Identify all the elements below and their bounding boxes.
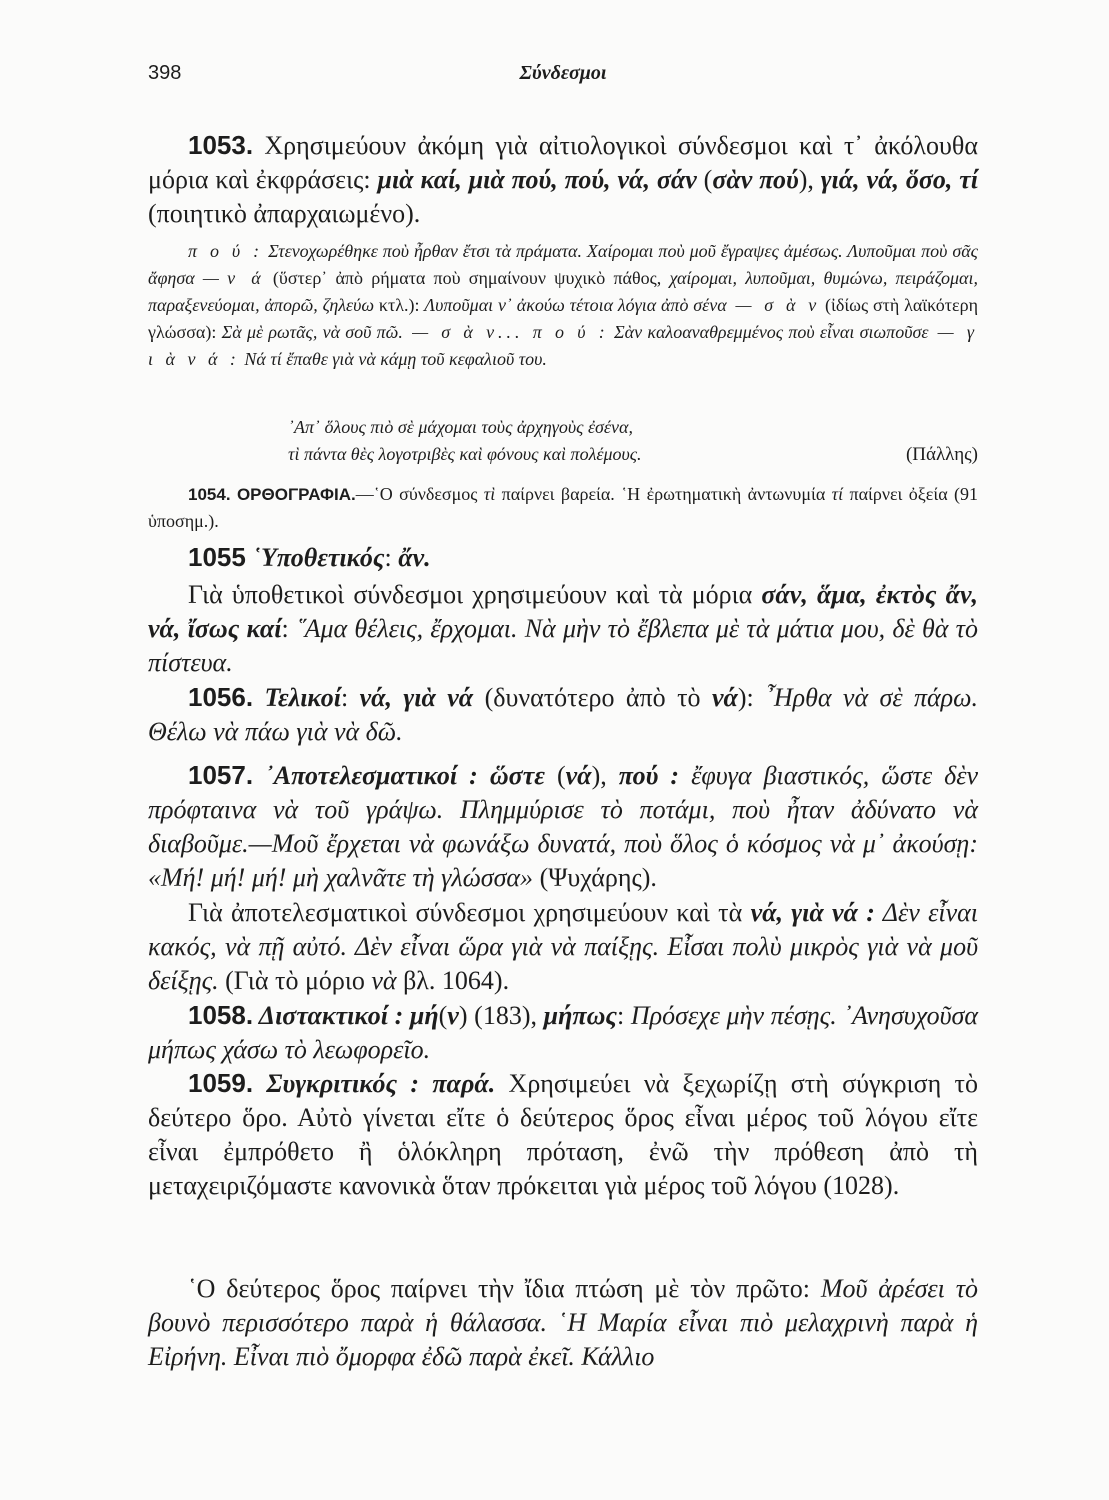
section-number: 1059. [188,1068,254,1098]
section-1053: 1053. Χρησιμεύουν ἀκόμη γιὰ αἰτιολογικοὶ σύνδεσμοι καὶ τ᾿ ἀκόλουθα μόρια καὶ ἐκφράσεις: μιὰ καί, μιὰ πού, πού, νά, σάν (σὰν πού), γιά, νά, ὅσο, τί (ποιητικὸ ἀπαρχαιωμένο). [148,130,978,228]
section-number: 1055 [188,542,246,572]
chapter-title: Σύνδεσμοι [519,62,607,84]
running-header [148,62,978,92]
section-1059: 1059. Συγκριτικός : παρά. Χρησιμεύει νὰ ξεχωρίζῃ στὴ σύγκριση τὸ δεύτερο ὅρο. Αὐτὸ γίνεται εἴτε ὁ δεύτερος ὅρος εἶναι μέρος τοῦ λόγου εἴτε εἶναι ἐμπρόθετο ἢ ὁλόκληρη πρόταση, ἐνῶ τὴν πρόθεση ἀπὸ τὴ μεταχειριζόμαστε κανονικὰ ὅταν πρόκειται γιὰ μέρος τοῦ λόγου (1028). [148,1068,978,1200]
section-1057: 1057. ᾿Αποτελεσματικοί : ὥστε (νά), πού : ἔφυγα βιαστικός, ὥστε δὲν πρόφταινα νὰ τοῦ γράψω. Πλημμύρισε τὸ ποτάμι, ποὺ ἦταν ἀδύνατο νὰ διαβοῦμε.—Μοῦ ἔρχεται νὰ φωνάξω δυνατά, ποὺ ὅλος ὁ κόσμος νὰ μ᾿ ἀκούσῃ: «Μή! μή! μή! μὴ χαλνᾶτε τὴ γλώσσα» (Ψυχάρης). [148,760,978,892]
section-1059-continued: ῾Ο δεύτερος ὅρος παίρνει τὴν ἴδια πτώση μὲ τὸν πρῶτο: Μοῦ ἀρέσει τὸ βουνὸ περισσότερο παρὰ ἡ θάλασσα. ῾Η Μαρία εἶναι πιὸ μελαχρινὴ παρὰ ἡ Εἰρήνη. Εἶναι πιὸ ὄμορφα ἐδῶ παρὰ ἐκεῖ. Κάλλιο [148,1274,978,1371]
section-number: 1053. [188,130,254,160]
page-number: 398 [148,62,182,84]
examples-1053: π ο ύ : Στενοχωρέθηκε ποὺ ἦρθαν ἔτσι τὰ πράματα. Χαίρομαι ποὺ μοῦ ἔγραψες ἀμέσως. Λυποῦμαι ποὺ σᾶς ἄφησα — ν ά (ὕστερ᾿ ἀπὸ ρήματα ποὺ σημαίνουν ψυχικὸ πάθος, χαίρομαι, λυποῦμαι, θυμώνω, πειράζομαι, παραξενεύομαι, ἀπορῶ, ζηλεύω κτλ.): Λυποῦμαι ν᾿ ἀκούω τέτοια λόγια ἀπὸ σένα — σ ὰ ν (ἰδίως στὴ λαϊκότερη γλώσσα): Σὰ μὲ ρωτᾶς, νὰ σοῦ πῶ. — σ ὰ ν... π ο ύ : Σὰν καλοαναθρεμμένος ποὺ εἶναι σιωποῦσε — γ ι ὰ ν ά : Νά τί ἔπαθε γιὰ νὰ κάμῃ τοῦ κεφαλιοῦ του. [148,241,979,369]
section-1055: Γιὰ ὑποθετικοὶ σύνδεσμοι χρησιμεύουν καὶ τὰ μόρια σάν, ἅμα, ἐκτὸς ἄν, νά, ἴσως καί: ῞Αμα θέλεις, ἔρχομαι. Νὰ μὴν τὸ ἔβλεπα μὲ τὰ μάτια μου, δὲ θὰ τὸ πίστευα. [148,580,978,677]
section-number: 1058. [188,1000,254,1030]
section-1056: 1056. Τελικοί: νά, γιὰ νά (δυνατότερο ἀπὸ τὸ νά): ῏Ηρθα νὰ σὲ πάρω. Θέλω νὰ πάω γιὰ νὰ δῶ. [148,682,979,746]
poem-quote [288,414,978,468]
section-1057-continued: Γιὰ ἀποτελεσματικοὶ σύνδεσμοι χρησιμεύουν καὶ τὰ νά, γιὰ νά : Δὲν εἶναι κακός, νὰ πῇ αὐτό. Δὲν εἶναι ὥρα γιὰ νὰ παίξῃς. Εἶσαι πολὺ μικρὸς γιὰ νὰ μοῦ δείξῃς. (Γιὰ τὸ μόριο νὰ βλ. 1064). [148,898,978,995]
poem-line: ᾿Απ᾿ ὅλους πιὸ σὲ μάχομαι τοὺς ἀρχηγοὺς ἐσένα, [288,417,633,437]
section-number: 1054. [188,485,231,504]
heading-1055: 1055 ῾Υποθετικός: ἄν. [188,542,431,572]
section-number: 1056. [188,682,254,712]
section-number: 1057. [188,760,254,790]
section-1054: 1054. ΟΡΘΟΓΡΑΦΙΑ.—῾Ο σύνδεσμος τὶ παίρνει βαρεία. ῾Η ἐρωτηματικὴ ἀντωνυμία τί παίρνει ὀξεία (91 ὑποσημ.). [148,484,979,531]
section-1058: 1058. Διστακτικοί : μή(ν) (183), μήπως: Πρόσεχε μὴν πέσῃς. ᾿Ανησυχοῦσα μήπως χάσω τὸ λεωφορεῖο. [148,1000,978,1064]
poem-source: (Πάλλης) [905,444,978,465]
poem-line: τὶ πάντα θὲς λογοτριβὲς καὶ φόνους καὶ πολέμους. [288,444,642,464]
